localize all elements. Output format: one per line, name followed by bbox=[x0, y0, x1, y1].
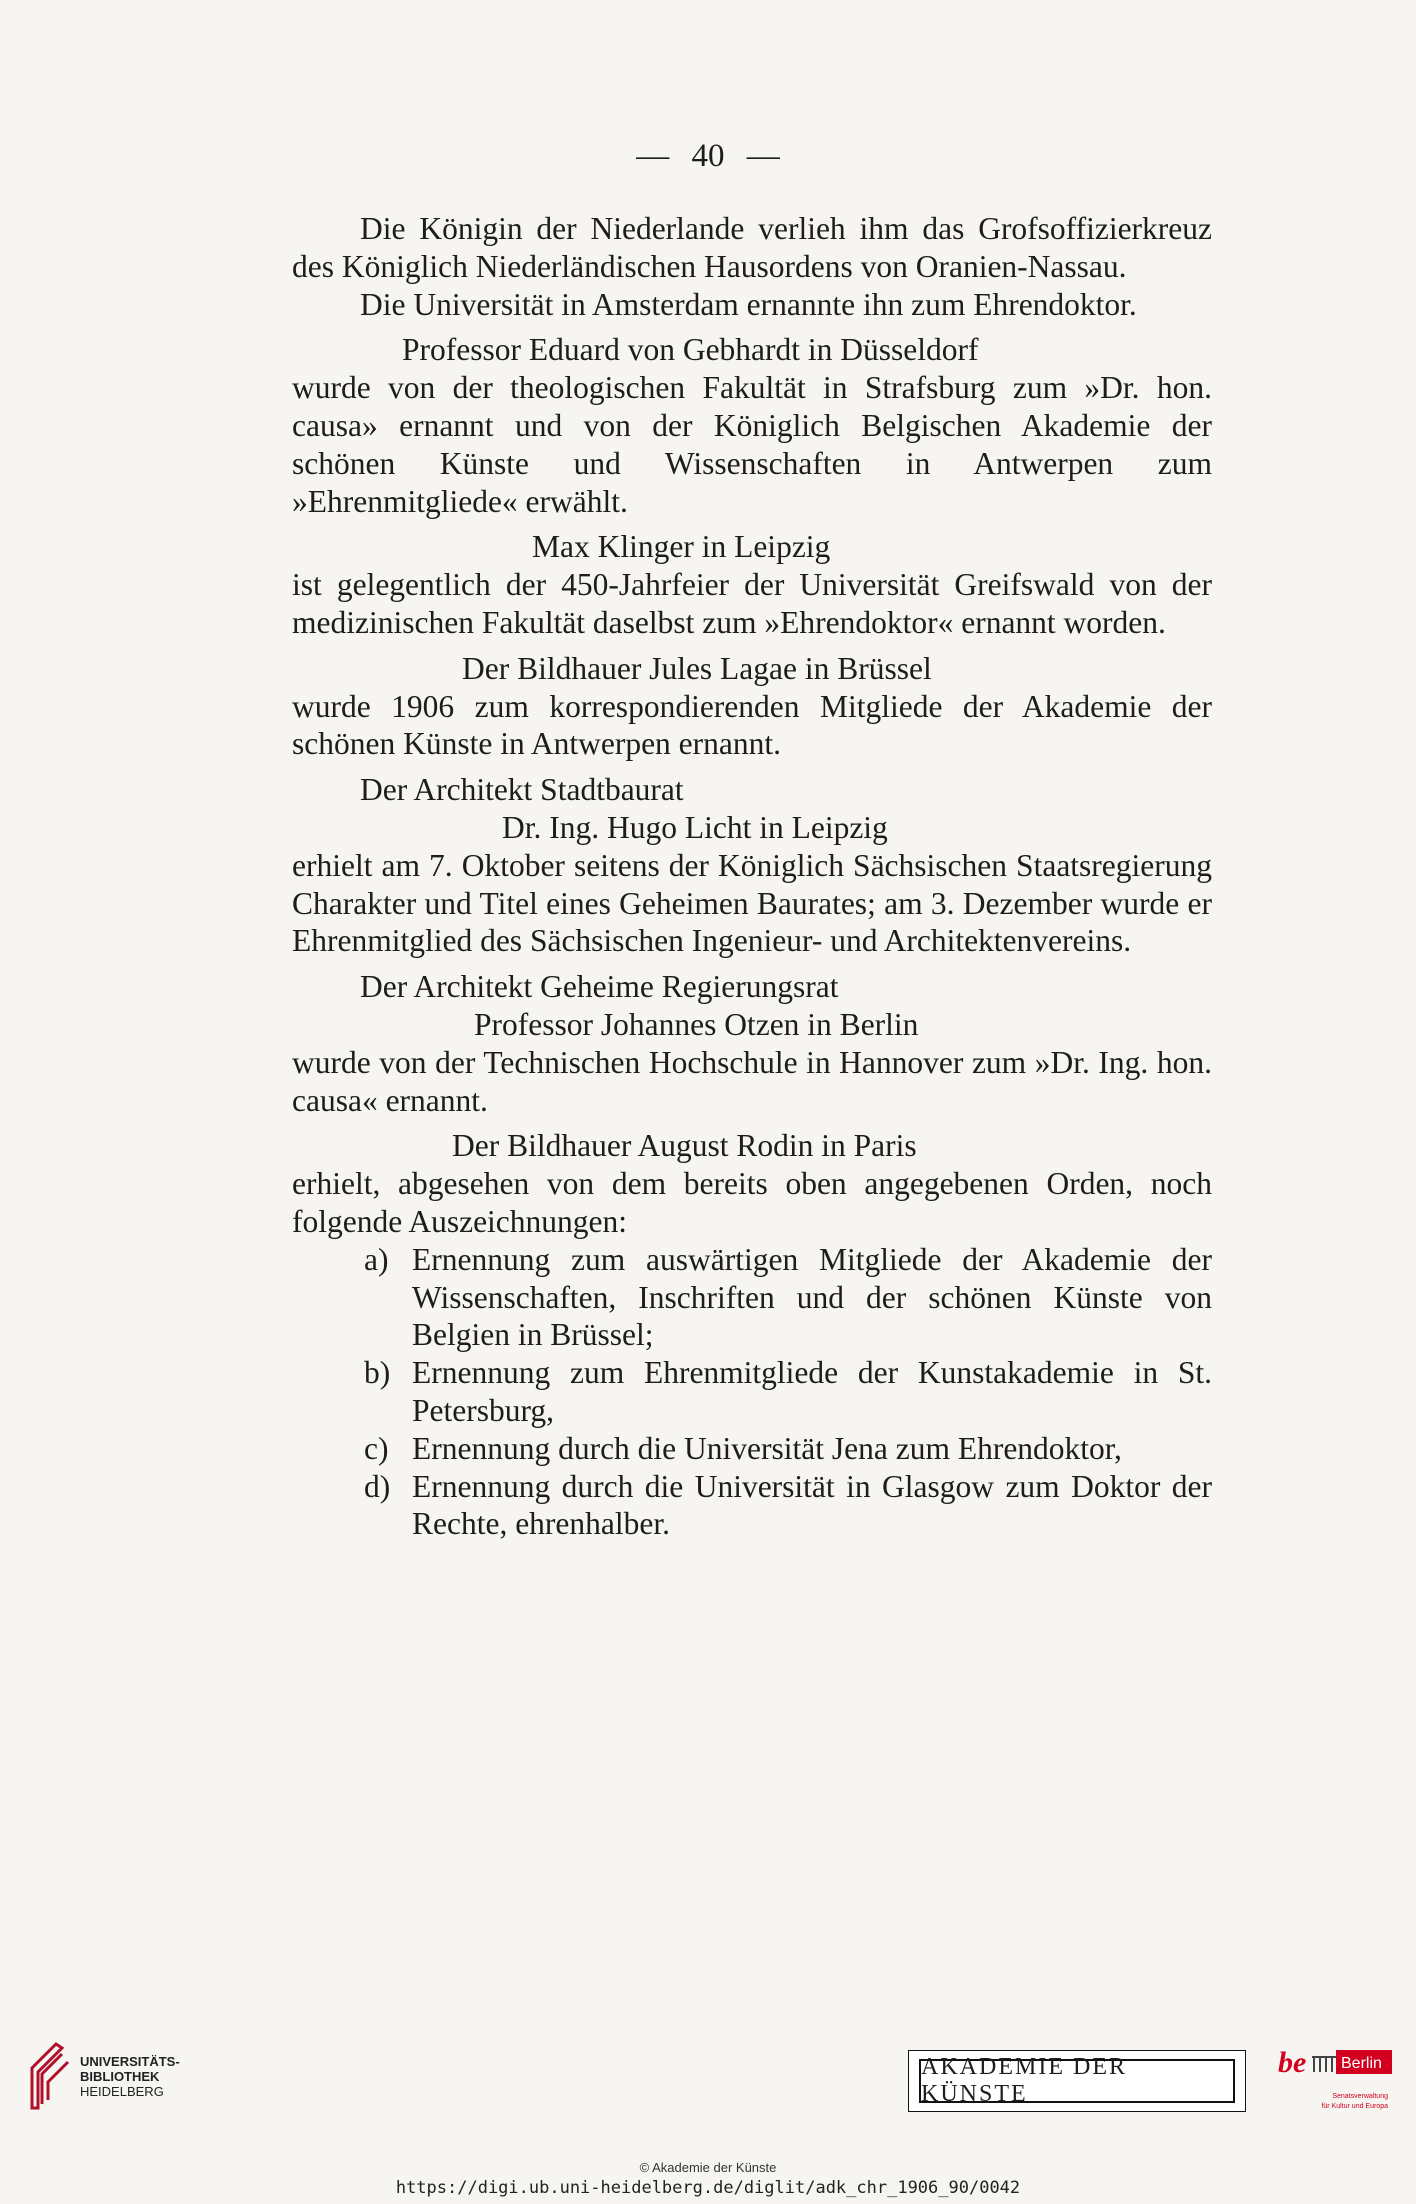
ub-logo-text bbox=[80, 2054, 180, 2099]
berlin-be-text: be bbox=[1278, 2046, 1307, 2079]
heading-rodin: Der Bildhauer August Rodin in Paris bbox=[452, 1128, 917, 1164]
heading-otzen-1: Der Architekt Geheime Regierungsrat bbox=[360, 969, 839, 1005]
heading-licht-1: Der Architekt Stadtbaurat bbox=[360, 772, 684, 808]
ub-heidelberg-logo[interactable] bbox=[16, 2038, 180, 2114]
list-item bbox=[292, 1241, 1212, 1354]
honors-list bbox=[292, 1241, 1212, 1543]
berlin-logo[interactable] bbox=[1276, 2040, 1394, 2120]
paragraph-lagae: wurde 1906 zum korrespondierenden Mitgliede der Akademie der schönen Künste in Antwerpen ernannt. bbox=[292, 688, 1212, 762]
page-number: — 40 — bbox=[636, 138, 780, 174]
heading-lagae: Der Bildhauer Jules Lagae in Brüssel bbox=[462, 650, 932, 686]
list-item-text: Ernennung zum Ehrenmitgliede der Kunstakademie in St. Petersburg, bbox=[412, 1355, 1212, 1428]
list-item-label: d) bbox=[364, 1468, 391, 1504]
heading-klinger: Max Klinger in Leipzig bbox=[532, 529, 831, 565]
list-item-text: Ernennung durch die Universität in Glasgow zum Doktor der Rechte, ehrenhalber. bbox=[412, 1468, 1212, 1542]
list-item-text: Ernennung zum auswärtigen Mitgliede der Akademie der Wissenschaften, Inschriften und der schönen Künste von Belgien in Brüssel; bbox=[412, 1241, 1212, 1353]
paragraph-klinger: ist gelegentlich der 450-Jahrfeier der Universität Greifswald von der medizinischen Fakultät daselbst zum »Ehrendoktor« ernannt worden. bbox=[292, 567, 1212, 640]
copyright-notice: © Akademie der Künste bbox=[639, 2160, 777, 2175]
document-body bbox=[292, 210, 1212, 1543]
adk-logo[interactable] bbox=[908, 2050, 1246, 2112]
ub-emblem-icon bbox=[16, 2038, 72, 2114]
list-item bbox=[292, 1354, 1212, 1430]
heading-gebhardt: Professor Eduard von Gebhardt in Düsseldorf bbox=[402, 332, 979, 368]
list-item bbox=[292, 1430, 1212, 1468]
paragraph-otzen: wurde von der Technischen Hochschule in Hannover zum »Dr. Ing. hon. causa« ernannt. bbox=[292, 1044, 1212, 1118]
berlin-logo-icon bbox=[1276, 2040, 1394, 2120]
ub-line-1: UNIVERSITÄTS- bbox=[80, 2053, 180, 2069]
heading-licht-2: Dr. Ing. Hugo Licht in Leipzig bbox=[502, 809, 888, 845]
paragraph-koenigin: Die Königin der Niederlande verlieh ihm das Grofsoffizierkreuz des Königlich Niederländischen Hausordens von Oranien-Nassau. bbox=[292, 211, 1212, 284]
ub-line-2: BIBLIOTHEK bbox=[80, 2068, 160, 2084]
paragraph-amsterdam: Die Universität in Amsterdam ernannte ihn zum Ehrendoktor. bbox=[360, 286, 1137, 322]
heading-otzen-2: Professor Johannes Otzen in Berlin bbox=[474, 1006, 919, 1042]
paragraph-rodin: erhielt, abgesehen von dem bereits oben angegebenen Orden, noch folgende Auszeichnungen: bbox=[292, 1166, 1212, 1239]
paragraph-gebhardt: wurde von der theologischen Fakultät in Strafsburg zum »Dr. hon. causa» ernannt und von der Königlich Belgischen Akademie der schönen Künste und Wissenschaften in Antwerpen zum »Ehrenmitgliede« erwählt. bbox=[292, 370, 1212, 519]
paragraph-licht: erhielt am 7. Oktober seitens der Königlich Sächsischen Staatsregierung Charakter und Titel eines Geheimen Baurates; am 3. Dezember wurde er Ehrenmitglied des Sächsischen Ingenieur- und Architektenvereins. bbox=[292, 847, 1212, 959]
berlin-sub-2: für Kultur und Europa bbox=[1321, 2103, 1388, 2110]
source-url-link[interactable]: https://digi.ub.uni-heidelberg.de/diglit/adk_chr_1906_90/0042 bbox=[395, 2178, 1021, 2198]
ub-line-3: HEIDELBERG bbox=[80, 2083, 164, 2099]
list-item bbox=[292, 1468, 1212, 1544]
adk-logo-text: AKADEMIE DER KÜNSTE bbox=[919, 2059, 1235, 2103]
berlin-sub-1: Senatsverwaltung bbox=[1332, 2093, 1388, 2100]
list-item-label: c) bbox=[364, 1430, 389, 1466]
list-item-label: a) bbox=[364, 1241, 389, 1277]
list-item-text: Ernennung durch die Universität Jena zum Ehrendoktor, bbox=[412, 1430, 1122, 1466]
berlin-word-text: Berlin bbox=[1341, 2055, 1382, 2072]
list-item-label: b) bbox=[364, 1355, 391, 1391]
